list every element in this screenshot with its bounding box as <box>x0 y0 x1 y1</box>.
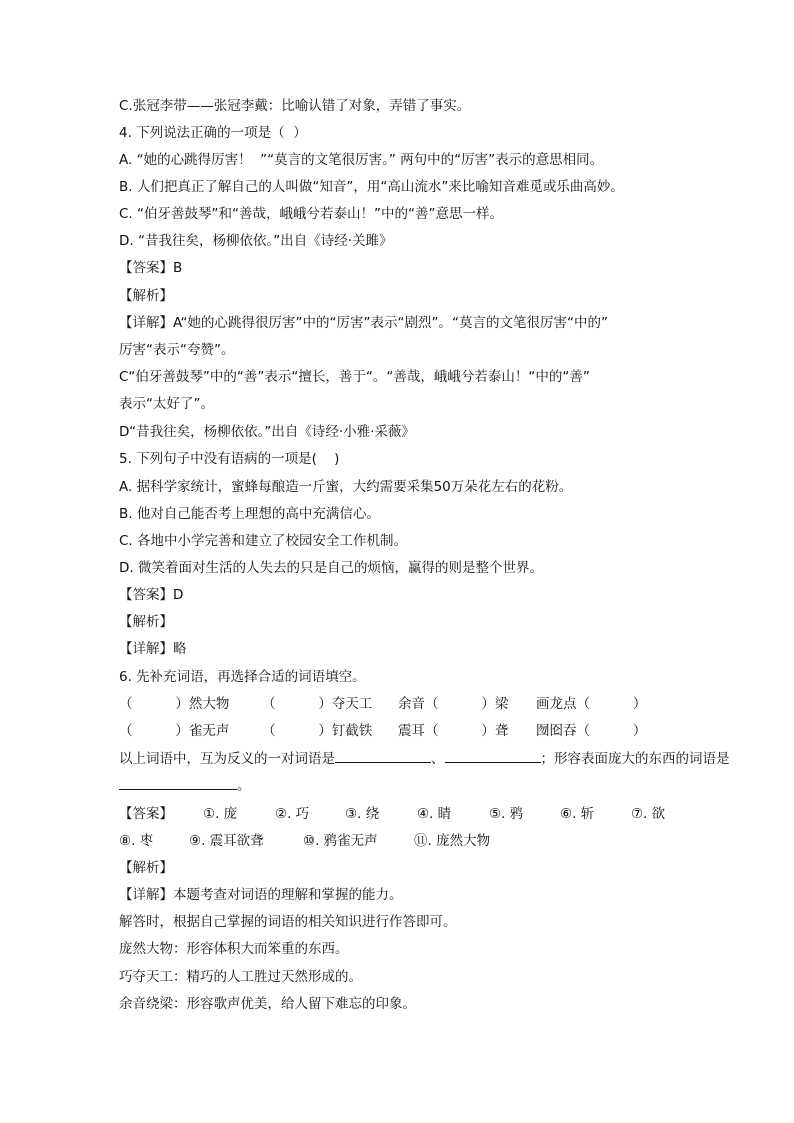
question-4-stem: 4. 下列说法正确的一项是（ ） <box>119 125 307 141</box>
answer-item: ⑥. 斩 <box>560 806 595 822</box>
detail-line: 【详解】略 <box>119 641 187 657</box>
answer-item: ①. 庞 <box>203 806 238 822</box>
fill-sentence-text: 以上词语中，互为反义的一对词语是 <box>119 751 335 767</box>
analysis-label: 【解析】 <box>119 860 173 876</box>
option-c: C. 各地中小学完善和建立了校园安全工作机制。 <box>119 533 408 549</box>
detail-line: 解答时，根据自己掌握的词语的相关知识进行作答即可。 <box>119 914 457 930</box>
fill-sentence-text: ；形容表面庞大的东西的词语是 <box>540 751 730 767</box>
fill-blank <box>119 777 237 790</box>
idiom-blank: 余音（ ）梁 <box>398 696 509 712</box>
detail-line: 余音绕梁：形容歌声优美，给人留下难忘的印象。 <box>119 996 416 1012</box>
answer-item: ⑧. 枣 <box>119 833 154 849</box>
detail-line: 庞然大物：形容体积大而笨重的东西。 <box>119 941 349 957</box>
idiom-blank: 震耳（ ）聋 <box>398 723 509 739</box>
idiom-blank: （ ）钉截铁 <box>262 723 373 739</box>
answer-item: ③. 绕 <box>345 806 380 822</box>
idiom-blank: （ ）夺天工 <box>262 696 373 712</box>
question-6-stem: 6. 先补充词语，再选择合适的词语填空。 <box>119 669 366 685</box>
answer-item: ⑪. 庞然大物 <box>414 833 491 849</box>
answer-item: ⑤. 鸦 <box>489 806 524 822</box>
answer-label: 【答案】B <box>119 260 183 276</box>
answer-item: ⑦. 欲 <box>631 806 666 822</box>
analysis-label: 【解析】 <box>119 288 173 304</box>
idiom-blank: （ ）雀无声 <box>119 723 230 739</box>
detail-line: 厉害“表示“夸赞”。 <box>119 342 235 358</box>
answer-label: 【答案】D <box>119 587 184 603</box>
answer-item: ④. 睛 <box>417 806 452 822</box>
fill-blank <box>445 750 541 763</box>
fill-separator: 、 <box>431 751 445 767</box>
answer-item: ⑨. 震耳欲聋 <box>189 833 264 849</box>
option-b: B. 他对自己能否考上理想的高中充满信心。 <box>119 506 380 522</box>
detail-line: D“昔我往矣，杨柳依依。”出自《诗经·小雅·采薇》 <box>119 424 415 440</box>
detail-line: 【详解】A“她的心跳得很厉害”中的“厉害”表示“剧烈”。“莫言的文笔很厉害“中的” <box>119 315 608 331</box>
idiom-blank: （ ）然大物 <box>119 696 230 712</box>
idiom-blank: 囫囵吞（ ） <box>536 723 647 739</box>
option-d: D. 微笑着面对生活的人失去的只是自己的烦恼，赢得的则是整个世界。 <box>119 560 543 576</box>
detail-line: 巧夺天工：精巧的人工胜过天然形成的。 <box>119 969 362 985</box>
detail-line: C“伯牙善鼓琴”中的“善”表示“擅长，善于“。“善哉，峨峨兮若泰山！“中的“善” <box>119 369 590 385</box>
analysis-label: 【解析】 <box>119 614 173 630</box>
answer-item: ⑩. 鸦雀无声 <box>303 833 378 849</box>
detail-line: 表示“太好了”。 <box>119 396 214 412</box>
fill-sentence-period: 。 <box>237 778 251 794</box>
fill-sentence-end <box>119 777 251 795</box>
answer-label: 【答案】 <box>119 806 173 822</box>
answer-item: ②. 巧 <box>275 806 310 822</box>
option-a: A. “她的心跳得厉害！ ”“莫言的文笔很厉害。” 两句中的“厉害”表示的意思相同。 <box>119 152 604 168</box>
fill-sentence <box>119 750 730 768</box>
question-5-stem: 5. 下列句子中没有语病的一项是( ) <box>119 451 340 467</box>
option-c: C. “伯牙善鼓琴”和“善哉，峨峨兮若泰山！”中的“善”意思一样。 <box>119 206 503 222</box>
option-b: B. 人们把真正了解自己的人叫做“知音”，用“高山流水”来比喻知音难觅或乐曲高妙。 <box>119 179 624 195</box>
option-d: D. “昔我往矣，杨柳依依。”出自《诗经·关雎》 <box>119 233 393 249</box>
idiom-blank: 画龙点（ ） <box>536 696 647 712</box>
text-line: C.张冠李带——张冠李戴：比喻认错了对象，弄错了事实。 <box>119 98 471 114</box>
detail-line: 【详解】本题考查对词语的理解和掌握的能力。 <box>119 887 403 903</box>
option-a: A. 据科学家统计，蜜蜂每酿造一斤蜜，大约需要采集50万朵花左右的花粉。 <box>119 479 573 495</box>
fill-blank <box>335 750 431 763</box>
